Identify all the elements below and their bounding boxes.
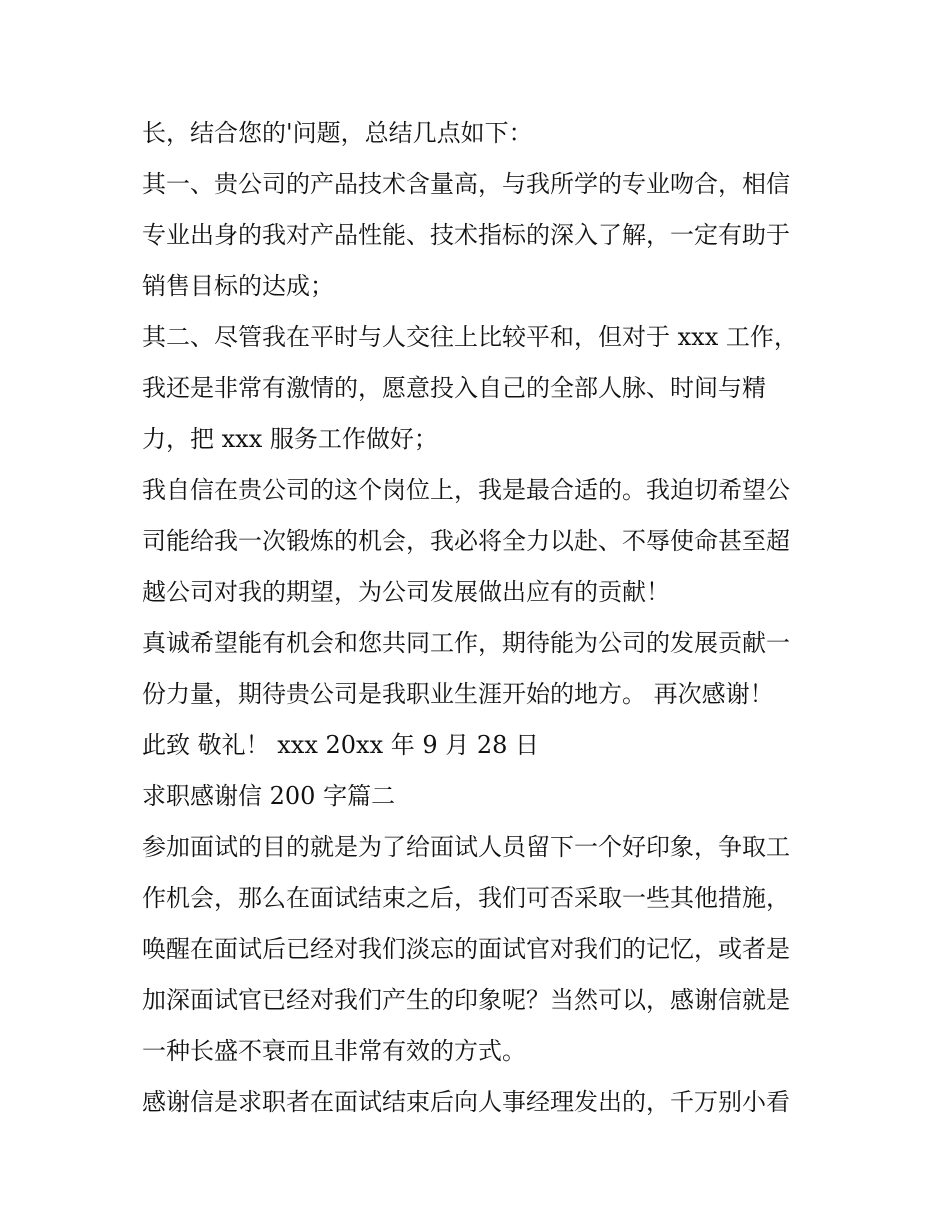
- paragraph-signature: [142, 720, 822, 771]
- signature-line: 此致 敬礼！ xxx 20xx 年 9 月 28 日: [142, 731, 540, 759]
- text-line: 作机会，那么在面试结束之后，我们可否采取一些其他措施，: [142, 884, 790, 912]
- text-line: 其一、贵公司的产品技术含量高，与我所学的专业吻合，相信: [142, 170, 790, 198]
- paragraph-summary-intro: [142, 108, 822, 159]
- text-line: 我自信在贵公司的这个岗位上，我是最合适的。我迫切希望公: [142, 476, 790, 504]
- text-line: 一种长盛不衰而且非常有效的方式。: [142, 1037, 526, 1065]
- text-line: 感谢信是求职者在面试结束后向人事经理发出的，千万别小看: [142, 1088, 790, 1116]
- heading-line: 求职感谢信 200 字篇二: [142, 782, 396, 810]
- text-line: 力，把 xxx 服务工作做好；: [142, 425, 438, 453]
- paragraph-confidence: [142, 465, 822, 618]
- text-line: 其二、尽管我在平时与人交往上比较平和，但对于 xxx 工作，: [142, 323, 798, 351]
- text-line: 参加面试的目的就是为了给面试人员留下一个好印象，争取工: [142, 833, 790, 861]
- text-line: 加深面试官已经对我们产生的印象呢？当然可以，感谢信就是: [142, 986, 790, 1014]
- text-line: 司能给我一次锻炼的机会，我必将全力以赴、不辱使命甚至超: [142, 527, 790, 555]
- text-line: 长，结合您的'问题，总结几点如下：: [142, 119, 533, 147]
- text-line: 份力量，期待贵公司是我职业生涯开始的地方。 再次感谢！: [142, 680, 774, 708]
- text-line: 销售目标的达成；: [142, 272, 334, 300]
- text-line: 专业出身的我对产品性能、技术指标的深入了解，一定有助于: [142, 221, 790, 249]
- text-line: 真诚希望能有机会和您共同工作，期待能为公司的发展贡献一: [142, 629, 790, 657]
- section-heading: [142, 771, 822, 822]
- text-line: 唤醒在面试后已经对我们淡忘的面试官对我们的记忆，或者是: [142, 935, 790, 963]
- paragraph-thank-you-letter: [142, 1077, 822, 1128]
- paragraph-point-two: [142, 312, 822, 465]
- text-line: 我还是非常有激情的，愿意投入自己的全部人脉、时间与精: [142, 374, 766, 402]
- paragraph-point-one: [142, 159, 822, 312]
- paragraph-closing-hope: [142, 618, 822, 720]
- text-line: 越公司对我的期望，为公司发展做出应有的贡献！: [142, 578, 670, 606]
- document-body: [142, 108, 822, 1128]
- paragraph-interview-purpose: [142, 822, 822, 1077]
